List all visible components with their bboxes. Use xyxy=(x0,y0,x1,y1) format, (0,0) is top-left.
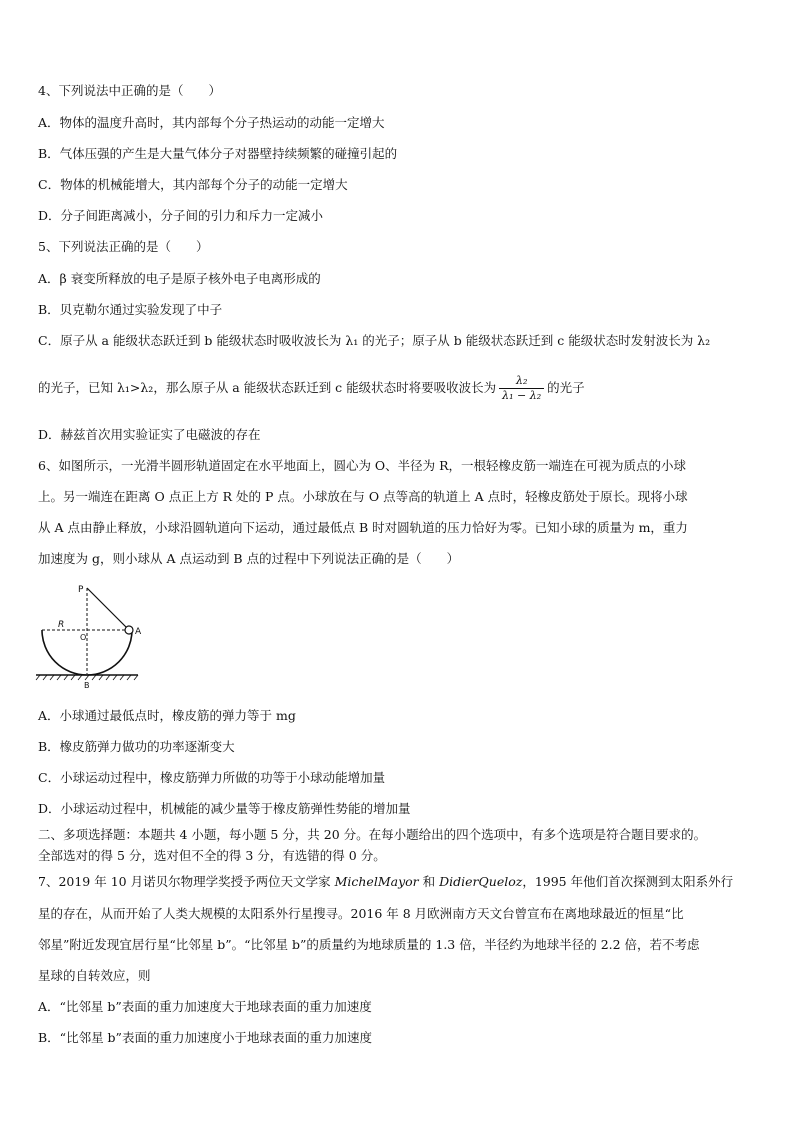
q4-stem: 4、下列说法中正确的是（ ） xyxy=(38,83,221,98)
q7-stem-end: ，1995 年他们首次探测到太阳系外行 xyxy=(522,874,734,889)
q7-stem-line1 xyxy=(38,873,758,891)
q6-stem-line4: 加速度为 g，则小球从 A 点运动到 B 点的过程中下列说法正确的是（ ） xyxy=(38,551,460,566)
q5-option-b: B．贝克勒尔通过实验发现了中子 xyxy=(38,302,223,317)
q5-option-a: A．β 衰变所释放的电子是原子核外电子电离形成的 xyxy=(38,271,321,286)
q6-option-c: C．小球运动过程中，橡皮筋弹力所做的功等于小球动能增加量 xyxy=(38,770,386,785)
q6-option-a: A．小球通过最低点时，橡皮筋的弹力等于 mg xyxy=(38,708,296,723)
q5-option-c-line1: C．原子从 a 能级状态跃迁到 b 能级状态时吸收波长为 λ₁ 的光子；原子从 b 能级状态跃迁到 c 能级状态时发射波长为 λ₂ xyxy=(38,333,711,348)
section2-instructions-line1: 二、多项选择题：本题共 4 小题，每小题 5 分，共 20 分。在每小题给出的四个选项中，有多个选项是符合题目要求的。 xyxy=(38,827,707,842)
q6-option-d: D．小球运动过程中，机械能的减少量等于橡皮筋弹性势能的增加量 xyxy=(38,801,411,816)
label-r: R xyxy=(58,620,65,630)
q5-option-c-text: 的光子，已知 λ₁>λ₂，那么原子从 a 能级状态跃迁到 c 能级状态时将要吸收波长为 xyxy=(38,380,497,395)
q4-option-d: D．分子间距离减小，分子间的引力和斥力一定减小 xyxy=(38,208,324,223)
label-o: O xyxy=(80,633,87,642)
fraction-denominator: λ₁ − λ₂ xyxy=(502,389,542,402)
wavelength-fraction xyxy=(499,374,544,403)
q7-stem-line2: 星的存在，从而开始了人类大规模的太阳系外行星搜寻。2016 年 8 月欧洲南方天文台曾宣布在离地球最近的恒星“比 xyxy=(38,906,684,921)
q7-option-a: A．“比邻星 b”表面的重力加速度大于地球表面的重力加速度 xyxy=(38,999,372,1014)
section2-instructions-line2: 全部选对的得 5 分，选对但不全的得 3 分，有选错的得 0 分。 xyxy=(38,848,386,863)
fraction-numerator: λ₂ xyxy=(499,374,544,389)
q6-option-b: B．橡皮筋弹力做功的功率逐渐变大 xyxy=(38,739,235,754)
q6-stem-line3: 从 A 点由静止释放，小球沿圆轨道向下运动，通过最低点 B 时对圆轨道的压力恰好为零。已知小球的质量为 m，重力 xyxy=(38,520,688,535)
q4-option-b: B．气体压强的产生是大量气体分子对器壁持续频繁的碰撞引起的 xyxy=(38,146,398,161)
q4-option-a: A．物体的温度升高时，其内部每个分子热运动的动能一定增大 xyxy=(38,115,385,130)
label-p: P xyxy=(78,585,84,595)
q6-stem-line2: 上。另一端连在距离 O 点正上方 R 处的 P 点。小球放在与 O 点等高的轨道上 A 点时，轻橡皮筋处于原长。现将小球 xyxy=(38,489,688,504)
q7-and: 和 xyxy=(422,874,436,889)
label-b: B xyxy=(84,681,90,690)
q7-stem-line4: 星球的自转效应，则 xyxy=(38,968,151,983)
q5-option-c-tail: 的光子 xyxy=(547,380,585,395)
q5-option-c-line2 xyxy=(38,372,758,404)
rubber-band xyxy=(87,588,127,628)
q5-option-d: D．赫兹首次用实验证实了电磁波的存在 xyxy=(38,427,261,442)
q7-stem-line3: 邻星”附近发现宜居行星“比邻星 b”。“比邻星 b”的质量约为地球质量的 1.3 倍，半径约为地球半径的 2.2 倍，若不考虑 xyxy=(38,937,700,952)
label-a: A xyxy=(135,627,142,637)
q6-stem-line1: 6、如图所示，一光滑半圆形轨道固定在水平地面上，圆心为 O、半径为 R，一根轻橡皮筋一端连在可视为质点的小球 xyxy=(38,458,687,473)
q7-option-b: B．“比邻星 b”表面的重力加速度小于地球表面的重力加速度 xyxy=(38,1030,372,1045)
q5-stem: 5、下列说法正确的是（ ） xyxy=(38,239,209,254)
ball xyxy=(125,626,133,634)
scientist-name-2: DidierQueloz xyxy=(439,874,523,889)
semicircle-track-figure xyxy=(34,582,154,690)
scientist-name-1: MichelMayor xyxy=(334,874,419,889)
q4-option-c: C．物体的机械能增大，其内部每个分子的动能一定增大 xyxy=(38,177,348,192)
q7-stem-start: 7、2019 年 10 月诺贝尔物理学奖授予两位天文学家 xyxy=(38,874,331,889)
